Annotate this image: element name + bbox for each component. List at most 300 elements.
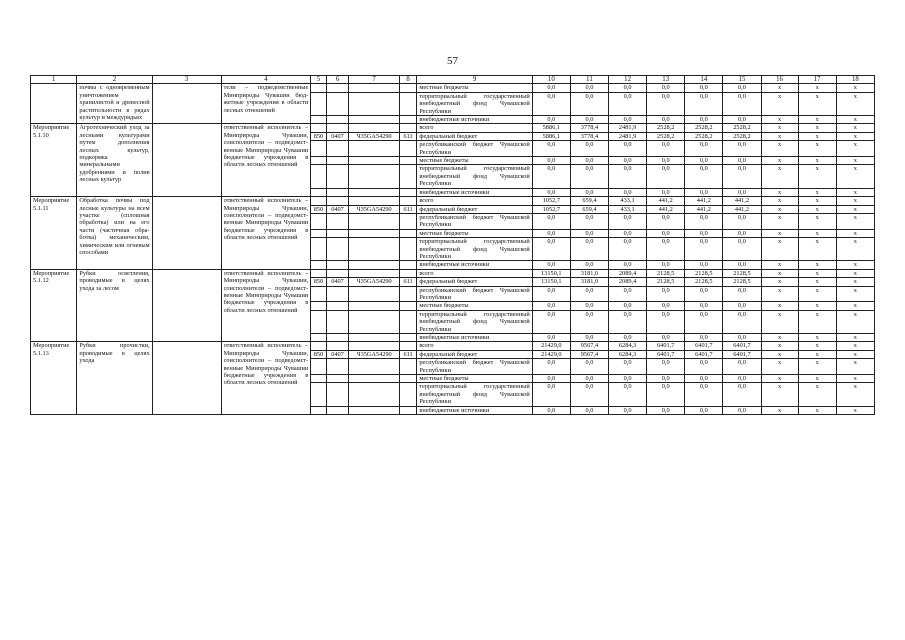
x-cell: x <box>761 342 798 350</box>
x-cell: x <box>836 238 874 261</box>
value-cell: 0,0 <box>532 165 570 188</box>
x-cell: x <box>761 157 798 165</box>
table-row <box>31 197 875 205</box>
value-cell: 0,0 <box>647 141 685 157</box>
value-cell: 0,0 <box>532 359 570 375</box>
value-cell: 0,0 <box>723 92 761 115</box>
x-cell: x <box>836 375 874 383</box>
header-cell: 5 <box>311 76 326 84</box>
x-cell: x <box>836 286 874 302</box>
code-cell <box>399 310 417 333</box>
fund-source-cell: территориальный государственный внебюджетный фонд Чувашской Республики <box>417 165 532 188</box>
executor-cell: ответственный исполнитель – Минприроды Чувашии, соисполнители – подведомственные Минприроды Чувашии бюджетные учреждения в области лесных отношений <box>221 197 311 270</box>
code-cell <box>311 334 326 342</box>
value-cell: 0,0 <box>723 375 761 383</box>
x-cell: x <box>761 132 798 140</box>
measure-id-cell <box>31 84 77 124</box>
code-cell <box>326 261 349 269</box>
value-cell: 0,0 <box>647 286 685 302</box>
fund-source-cell: местные бюджеты <box>417 84 532 92</box>
measure-name-cell: Рубки осветления, проводимые в целях ухода за лесом <box>77 269 152 342</box>
expense-type-cell: 611 <box>399 350 417 358</box>
code-cell <box>399 359 417 375</box>
header-cell: 7 <box>349 76 399 84</box>
fund-source-cell: внебюджетные источники <box>417 261 532 269</box>
x-cell: x <box>798 310 836 333</box>
value-cell: 6401,7 <box>685 350 723 358</box>
value-cell: 0,0 <box>647 188 685 196</box>
value-cell: 2128,5 <box>685 278 723 286</box>
code-cell <box>399 342 417 350</box>
value-cell: 2128,5 <box>685 269 723 277</box>
value-cell: 0,0 <box>723 261 761 269</box>
code-cell <box>399 302 417 310</box>
x-cell: x <box>836 310 874 333</box>
code-cell <box>311 116 326 124</box>
header-cell: 12 <box>609 76 647 84</box>
code-cell <box>399 124 417 132</box>
value-cell: 0,0 <box>570 229 608 237</box>
value-cell: 0,0 <box>647 406 685 414</box>
value-cell: 0,0 <box>685 334 723 342</box>
value-cell: 0,0 <box>723 310 761 333</box>
value-cell: 2128,5 <box>647 278 685 286</box>
value-cell: 0,0 <box>532 310 570 333</box>
x-cell: x <box>836 84 874 92</box>
value-cell: 441,2 <box>723 205 761 213</box>
value-cell: 0,0 <box>685 84 723 92</box>
value-cell: 0,0 <box>532 116 570 124</box>
value-cell: 0,0 <box>647 238 685 261</box>
value-cell: 433,1 <box>609 197 647 205</box>
code-cell <box>399 157 417 165</box>
fund-source-cell: республиканский бюджет Чувашской Республики <box>417 359 532 375</box>
header-cell: 1 <box>31 76 77 84</box>
code-cell <box>399 84 417 92</box>
x-cell: x <box>836 213 874 229</box>
fund-source-cell: федеральный бюджет <box>417 205 532 213</box>
value-cell: 0,0 <box>685 406 723 414</box>
value-cell: 0,0 <box>685 157 723 165</box>
value-cell: 0,0 <box>609 375 647 383</box>
x-cell: x <box>761 84 798 92</box>
header-cell: 11 <box>570 76 608 84</box>
table-row <box>31 269 875 277</box>
x-cell: x <box>836 342 874 350</box>
code-cell <box>349 342 399 350</box>
code-cell <box>349 238 399 261</box>
value-cell: 0,0 <box>570 406 608 414</box>
x-cell: x <box>798 229 836 237</box>
value-cell: 0,0 <box>723 383 761 406</box>
value-cell: 3181,0 <box>570 269 608 277</box>
x-cell: x <box>836 141 874 157</box>
x-cell: x <box>761 205 798 213</box>
target-article-cell: Ч35GА54290 <box>349 350 399 358</box>
value-cell: 0,0 <box>609 116 647 124</box>
x-cell: x <box>798 141 836 157</box>
x-cell: x <box>761 383 798 406</box>
code-cell <box>326 302 349 310</box>
budget-table <box>30 75 875 415</box>
x-cell: x <box>798 197 836 205</box>
value-cell: 0,0 <box>609 359 647 375</box>
subprogram-cell <box>152 124 221 197</box>
value-cell: 0,0 <box>609 238 647 261</box>
fund-source-cell: всего <box>417 124 532 132</box>
code-cell <box>311 359 326 375</box>
value-cell: 2128,5 <box>647 269 685 277</box>
code-cell <box>399 286 417 302</box>
value-cell: 2481,9 <box>609 124 647 132</box>
header-cell: 9 <box>417 76 532 84</box>
code-cell <box>326 141 349 157</box>
code-cell <box>349 197 399 205</box>
value-cell: 0,0 <box>647 334 685 342</box>
code-cell <box>326 269 349 277</box>
code-cell <box>311 157 326 165</box>
x-cell: x <box>798 116 836 124</box>
x-cell: x <box>798 261 836 269</box>
x-cell: x <box>798 188 836 196</box>
fund-source-cell: республиканский бюджет Чувашской Республики <box>417 286 532 302</box>
x-cell: x <box>761 141 798 157</box>
value-cell: 2528,2 <box>685 132 723 140</box>
x-cell: x <box>836 269 874 277</box>
x-cell: x <box>836 229 874 237</box>
x-cell: x <box>761 124 798 132</box>
value-cell: 0,0 <box>532 375 570 383</box>
code-cell <box>349 310 399 333</box>
x-cell: x <box>836 165 874 188</box>
x-cell: x <box>761 269 798 277</box>
x-cell: x <box>798 213 836 229</box>
code-cell <box>399 165 417 188</box>
value-cell: 5886,1 <box>532 124 570 132</box>
code-cell <box>311 229 326 237</box>
value-cell: 0,0 <box>685 229 723 237</box>
code-cell <box>311 269 326 277</box>
code-cell <box>326 406 349 414</box>
x-cell: x <box>761 406 798 414</box>
value-cell: 441,2 <box>647 205 685 213</box>
code-cell <box>349 165 399 188</box>
code-cell <box>311 342 326 350</box>
code-cell <box>326 334 349 342</box>
fund-source-cell: всего <box>417 269 532 277</box>
value-cell: 659,4 <box>570 197 608 205</box>
value-cell: 6401,7 <box>723 350 761 358</box>
code-cell <box>326 310 349 333</box>
value-cell: 0,0 <box>570 213 608 229</box>
grbs-code-cell: 850 <box>311 278 326 286</box>
expense-type-cell: 611 <box>399 278 417 286</box>
value-cell: 2528,2 <box>647 132 685 140</box>
value-cell: 0,0 <box>723 238 761 261</box>
x-cell: x <box>836 350 874 358</box>
code-cell <box>311 310 326 333</box>
value-cell: 0,0 <box>647 92 685 115</box>
value-cell: 0,0 <box>532 286 570 302</box>
code-cell <box>399 141 417 157</box>
code-cell <box>399 197 417 205</box>
code-cell <box>326 116 349 124</box>
value-cell: 0,0 <box>609 141 647 157</box>
fund-source-cell: территориальный государственный внебюджетный фонд Чувашской Республики <box>417 383 532 406</box>
value-cell: 0,0 <box>647 116 685 124</box>
value-cell: 2481,9 <box>609 132 647 140</box>
x-cell: x <box>761 197 798 205</box>
code-cell <box>311 124 326 132</box>
code-cell <box>399 406 417 414</box>
value-cell: 0,0 <box>685 375 723 383</box>
header-cell: 2 <box>77 76 152 84</box>
code-cell <box>399 375 417 383</box>
value-cell: 21429,0 <box>532 350 570 358</box>
target-article-cell: Ч35GА54290 <box>349 278 399 286</box>
measure-name-cell: Агротехнический уход за лесными культурами путем дополнения лесных культур, подкормка минеральными удобрениями и полив лесных культур <box>77 124 152 197</box>
value-cell: 0,0 <box>723 359 761 375</box>
header-row <box>31 76 875 84</box>
fund-source-cell: территориальный государственный внебюджетный фонд Чувашской Республики <box>417 238 532 261</box>
value-cell: 0,0 <box>532 238 570 261</box>
x-cell: x <box>761 261 798 269</box>
header-cell: 18 <box>836 76 874 84</box>
x-cell: x <box>836 359 874 375</box>
grbs-code-cell: 850 <box>311 132 326 140</box>
fund-source-cell: внебюджетные источники <box>417 116 532 124</box>
x-cell: x <box>798 342 836 350</box>
value-cell: 6284,3 <box>609 350 647 358</box>
value-cell: 0,0 <box>609 261 647 269</box>
code-cell <box>326 359 349 375</box>
value-cell: 0,0 <box>532 188 570 196</box>
x-cell: x <box>798 269 836 277</box>
x-cell: x <box>761 302 798 310</box>
code-cell <box>326 188 349 196</box>
code-cell <box>311 188 326 196</box>
section-code-cell: 0407 <box>326 278 349 286</box>
value-cell: 6401,7 <box>723 342 761 350</box>
value-cell: 2528,2 <box>647 124 685 132</box>
subprogram-cell <box>152 269 221 342</box>
header-cell: 3 <box>152 76 221 84</box>
executor-cell: ответственный исполнитель – Минприроды Чувашии, соисполнители – подведомственные Минприроды Чувашии бюджетные учреждения в области лесных отношений <box>221 342 311 415</box>
value-cell: 6401,7 <box>647 342 685 350</box>
code-cell <box>349 375 399 383</box>
target-article-cell: Ч35GА54290 <box>349 132 399 140</box>
value-cell: 0,0 <box>723 334 761 342</box>
x-cell: x <box>798 157 836 165</box>
value-cell: 0,0 <box>647 261 685 269</box>
value-cell: 2528,2 <box>685 124 723 132</box>
value-cell: 0,0 <box>723 84 761 92</box>
value-cell: 2089,4 <box>609 278 647 286</box>
x-cell: x <box>798 205 836 213</box>
fund-source-cell: территориальный государственный внебюджетный фонд Чувашской Республики <box>417 310 532 333</box>
code-cell <box>326 238 349 261</box>
x-cell: x <box>798 286 836 302</box>
value-cell: 0,0 <box>723 116 761 124</box>
header-cell: 17 <box>798 76 836 84</box>
header-cell: 10 <box>532 76 570 84</box>
code-cell <box>349 141 399 157</box>
executor-cell: ответственный исполнитель – Минприроды Чувашии, соисполнители – подведомственные Минприроды Чувашии бюджетные учреждения в области лесных отношений <box>221 124 311 197</box>
x-cell: x <box>761 188 798 196</box>
code-cell <box>326 375 349 383</box>
grbs-code-cell: 850 <box>311 350 326 358</box>
code-cell <box>399 383 417 406</box>
value-cell: 0,0 <box>570 84 608 92</box>
measure-id-cell: Мероприятие 5.1.10 <box>31 124 77 197</box>
code-cell <box>349 229 399 237</box>
value-cell: 0,0 <box>609 334 647 342</box>
value-cell: 0,0 <box>570 188 608 196</box>
value-cell: 0,0 <box>570 92 608 115</box>
code-cell <box>349 269 399 277</box>
x-cell: x <box>761 310 798 333</box>
value-cell: 0,0 <box>723 302 761 310</box>
value-cell: 0,0 <box>647 229 685 237</box>
value-cell: 13150,1 <box>532 278 570 286</box>
header-cell: 4 <box>221 76 311 84</box>
code-cell <box>311 141 326 157</box>
value-cell: 0,0 <box>609 157 647 165</box>
x-cell: x <box>836 132 874 140</box>
value-cell: 2089,4 <box>609 269 647 277</box>
fund-source-cell: всего <box>417 342 532 350</box>
code-cell <box>399 269 417 277</box>
x-cell: x <box>798 334 836 342</box>
value-cell: 0,0 <box>570 334 608 342</box>
value-cell: 0,0 <box>532 406 570 414</box>
value-cell: 0,0 <box>532 213 570 229</box>
x-cell: x <box>836 334 874 342</box>
code-cell <box>399 334 417 342</box>
code-cell <box>311 406 326 414</box>
code-cell <box>399 92 417 115</box>
value-cell: 0,0 <box>532 261 570 269</box>
value-cell: 0,0 <box>532 334 570 342</box>
measure-name-cell: Рубки прочистки, проводимые в целях ухода <box>77 342 152 415</box>
x-cell: x <box>798 278 836 286</box>
measure-id-cell: Мероприятие 5.1.11 <box>31 197 77 270</box>
value-cell: 3181,0 <box>570 278 608 286</box>
fund-source-cell: федеральный бюджет <box>417 132 532 140</box>
fund-source-cell: республиканский бюджет Чувашской Республики <box>417 141 532 157</box>
value-cell: 0,0 <box>723 229 761 237</box>
measure-id-cell: Мероприятие 5.1.13 <box>31 342 77 415</box>
value-cell: 2128,5 <box>723 278 761 286</box>
value-cell: 2528,2 <box>723 124 761 132</box>
value-cell: 0,0 <box>685 165 723 188</box>
value-cell: 3778,4 <box>570 124 608 132</box>
x-cell: x <box>836 261 874 269</box>
page-number: 57 <box>447 55 458 67</box>
value-cell: 441,2 <box>685 205 723 213</box>
measure-name-cell: Обработка почвы под лесные культуры на всем участке (сплошная обработка) или на его части (частичная обработка) механическим, химическим или огневым способами <box>77 197 152 270</box>
expense-type-cell: 611 <box>399 205 417 213</box>
x-cell: x <box>798 383 836 406</box>
code-cell <box>349 213 399 229</box>
code-cell <box>349 406 399 414</box>
code-cell <box>326 84 349 92</box>
x-cell: x <box>836 157 874 165</box>
value-cell: 3778,4 <box>570 132 608 140</box>
code-cell <box>326 92 349 115</box>
value-cell: 0,0 <box>609 213 647 229</box>
value-cell: 0,0 <box>570 359 608 375</box>
value-cell: 0,0 <box>609 310 647 333</box>
measure-id-cell: Мероприятие 5.1.12 <box>31 269 77 342</box>
value-cell: 6401,7 <box>685 342 723 350</box>
section-code-cell: 0407 <box>326 132 349 140</box>
value-cell: 0,0 <box>685 261 723 269</box>
x-cell: x <box>836 92 874 115</box>
executor-cell: ответственный исполнитель – Минприроды Чувашии, соисполнители – подведомственные Минприроды Чувашии бюджетные учреждения в области лесных отношений <box>221 269 311 342</box>
subprogram-cell <box>152 84 221 124</box>
value-cell: 0,0 <box>685 92 723 115</box>
grbs-code-cell: 850 <box>311 205 326 213</box>
code-cell <box>326 157 349 165</box>
code-cell <box>326 383 349 406</box>
code-cell <box>349 261 399 269</box>
x-cell: x <box>836 116 874 124</box>
value-cell: 1052,7 <box>532 205 570 213</box>
code-cell <box>399 116 417 124</box>
x-cell: x <box>798 375 836 383</box>
code-cell <box>311 286 326 302</box>
value-cell: 0,0 <box>685 238 723 261</box>
x-cell: x <box>836 205 874 213</box>
x-cell: x <box>761 165 798 188</box>
x-cell: x <box>761 92 798 115</box>
value-cell: 0,0 <box>609 302 647 310</box>
subprogram-cell <box>152 342 221 415</box>
value-cell: 5886,1 <box>532 132 570 140</box>
fund-source-cell: местные бюджеты <box>417 157 532 165</box>
value-cell: 0,0 <box>570 383 608 406</box>
value-cell: 6401,7 <box>647 350 685 358</box>
value-cell: 0,0 <box>685 286 723 302</box>
expense-type-cell: 611 <box>399 132 417 140</box>
x-cell: x <box>836 302 874 310</box>
value-cell: 0,0 <box>532 229 570 237</box>
value-cell: 659,4 <box>570 205 608 213</box>
value-cell: 0,0 <box>609 165 647 188</box>
value-cell: 13150,1 <box>532 269 570 277</box>
value-cell: 0,0 <box>570 141 608 157</box>
measure-name-cell: почвы с одновременным уничтожением хранилистой и древесной растительности в рядах культур и междурядьях <box>77 84 152 124</box>
x-cell: x <box>836 278 874 286</box>
x-cell: x <box>798 84 836 92</box>
target-article-cell: Ч35GА54290 <box>349 205 399 213</box>
value-cell: 0,0 <box>609 229 647 237</box>
value-cell: 0,0 <box>685 188 723 196</box>
value-cell: 21429,0 <box>532 342 570 350</box>
value-cell: 0,0 <box>609 406 647 414</box>
code-cell <box>349 383 399 406</box>
x-cell: x <box>798 359 836 375</box>
value-cell: 0,0 <box>570 286 608 302</box>
x-cell: x <box>798 238 836 261</box>
value-cell: 0,0 <box>685 383 723 406</box>
code-cell <box>326 124 349 132</box>
fund-source-cell: местные бюджеты <box>417 375 532 383</box>
value-cell: 0,0 <box>723 213 761 229</box>
x-cell: x <box>798 132 836 140</box>
code-cell <box>311 375 326 383</box>
